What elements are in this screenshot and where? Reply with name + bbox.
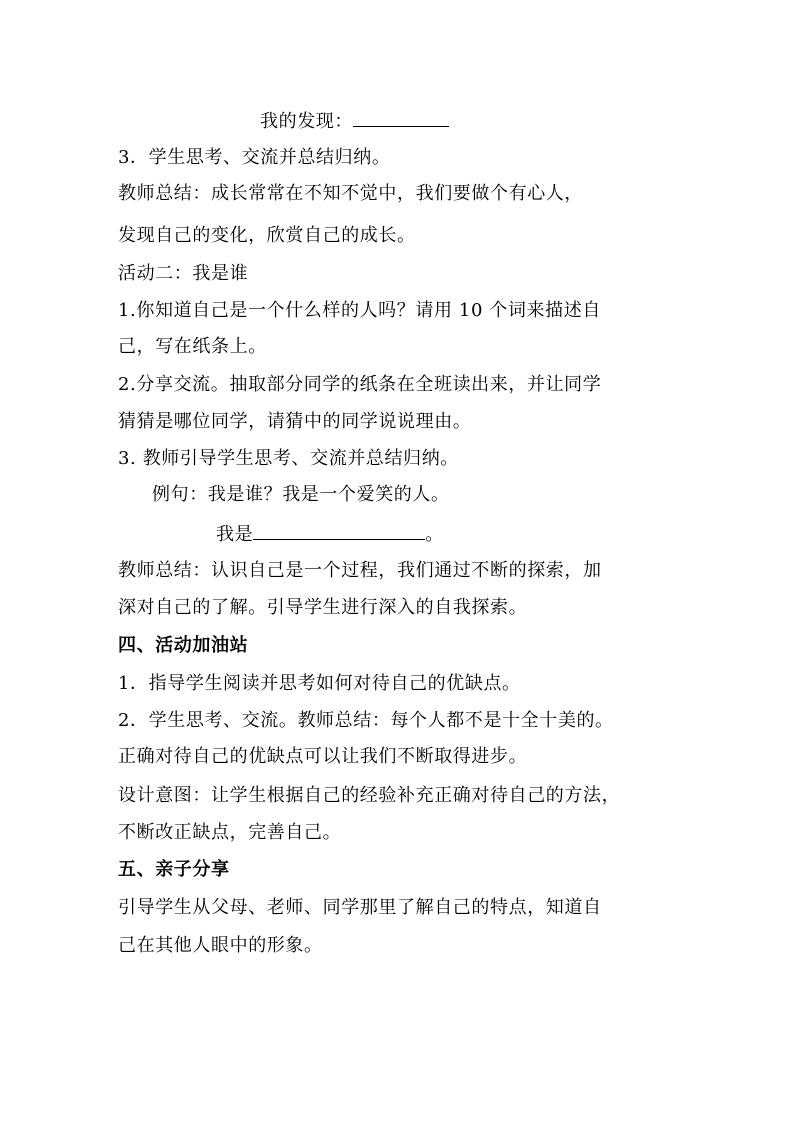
activity-two-step-1a: 1.你知道自己是一个什么样的人吗？请用 10 个词来描述自 [118,300,601,321]
section-five-text-b: 己在其他人眼中的形象。 [118,935,323,956]
teacher-summary-2a: 教师总结：认识自己是一个过程，我们通过不断的探索，加 [118,560,602,581]
section-four-step-2a: 2．学生思考、交流。教师总结：每个人都不是十全十美的。 [118,710,614,731]
example-sentence: 例句：我是谁？我是一个爱笑的人。 [152,484,450,505]
activity-two-step-3: 3. 教师引导学生思考、交流并总结归纳。 [118,448,459,469]
design-intent-a: 设计意图：让学生根据自己的经验补充正确对待自己的方法， [118,785,621,806]
activity-two-step-1b: 己，写在纸条上。 [118,336,267,357]
i-am-line [216,521,444,546]
activity-two-step-2a: 2.分享交流。抽取部分同学的纸条在全班读出来，并让同学 [118,374,602,395]
activity-two-title: 活动二：我是谁 [118,263,249,284]
design-intent-b: 不断改正缺点，完善自己。 [118,822,342,843]
teacher-summary-1a: 教师总结：成长常常在不知不觉中，我们要做个有心人， [118,183,583,204]
activity-two-step-2b: 猜猜是哪位同学，请猜中的同学说说理由。 [118,411,472,432]
section-five-text-a: 引导学生从父母、老师、同学那里了解自己的特点，知道自 [118,897,602,918]
teacher-summary-1b: 发现自己的变化，欣赏自己的成长。 [118,225,416,246]
discovery-blank [353,108,449,127]
discovery-line [260,108,449,133]
i-am-blank [253,521,425,540]
section-four-heading: 四、活动加油站 [118,635,249,656]
section-four-step-2b: 正确对待自己的优缺点可以让我们不断取得进步。 [118,746,528,767]
section-five-heading: 五、亲子分享 [118,859,230,880]
i-am-period: 。 [425,524,444,545]
i-am-label: 我是 [216,524,254,545]
discovery-label: 我的发现： [260,111,353,132]
section-four-step-1: 1．指导学生阅读并思考如何对待自己的优缺点。 [118,673,521,694]
step-3-summary: 3．学生思考、交流并总结归纳。 [118,147,391,168]
teacher-summary-2b: 深对自己的了解。引导学生进行深入的自我探索。 [118,597,528,618]
